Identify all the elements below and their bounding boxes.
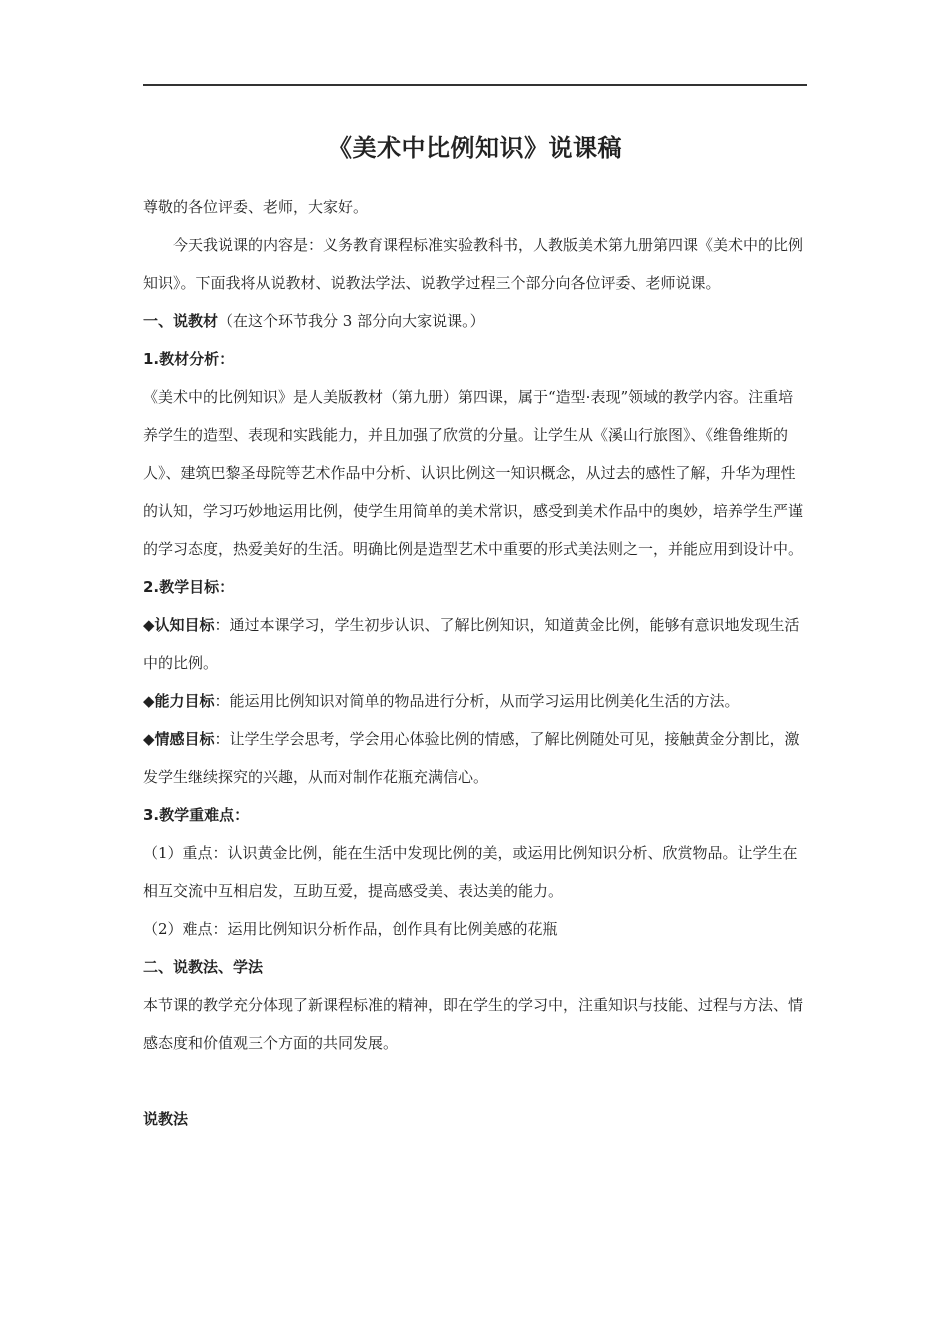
document-title: 《美术中比例知识》说课稿: [328, 134, 622, 162]
goal-item-emotion: [143, 720, 807, 796]
section-1-note: （在这个环节我分 3 部分向大家说课。）: [218, 312, 485, 330]
greeting-paragraph: 尊敬的各位评委、老师，大家好。: [143, 198, 369, 216]
section-2-heading: 二、说教法、学法: [143, 958, 264, 976]
goal-label-cognitive: ◆认知目标: [143, 616, 215, 634]
goal-text-emotion: ：让学生学会思考，学会用心体验比例的情感，了解比例随处可见，接触黄金分割比，激发学生继续探究的兴趣，从而对制作花瓶充满信心。: [143, 730, 800, 786]
paragraph-spacer: [143, 1062, 807, 1100]
section-3-heading: 说教法: [143, 1110, 189, 1128]
key-point-paragraph: （1）重点：认识黄金比例，能在生活中发现比例的美，或运用比例知识分析、欣赏物品。让学生在相互交流中互相启发，互助互爱，提高感受美、表达美的能力。: [143, 844, 798, 900]
subsection-2-heading: 2.教学目标：: [143, 578, 235, 596]
goal-label-emotion: ◆情感目标: [143, 730, 215, 748]
textbook-analysis-paragraph: 《美术中的比例知识》是人美版教材（第九册）第四课，属于“造型·表现”领域的教学内容。注重培养学生的造型、表现和实践能力，并且加强了欣赏的分量。让学生从《溪山行旅图》、《维鲁维斯的人》、建筑巴黎圣母院等艺术作品中分析、认识比例这一知识概念，从过去的感性了解，升华为理性的认知，学习巧妙地运用比例，使学生用简单的美术常识，感受到美术作品中的奥妙，培养学生严谨的学习态度，热爱美好的生活。明确比例是造型艺术中重要的形式美法则之一，并能应用到设计中。: [143, 388, 804, 558]
goal-text-cognitive: ：通过本课学习，学生初步认识、了解比例知识，知道黄金比例，能够有意识地发现生活中的比例。: [143, 616, 800, 672]
section-1-heading-line: [143, 302, 807, 340]
subsection-3-heading: 3.教学重难点：: [143, 806, 250, 824]
goal-item-ability: [143, 682, 807, 720]
goal-label-ability: ◆能力目标: [143, 692, 215, 710]
difficult-point-paragraph: （2）难点：运用比例知识分析作品，创作具有比例美感的花瓶: [143, 920, 558, 938]
section-1-heading: 一、说教材: [143, 312, 219, 330]
goal-text-ability: ：能运用比例知识对简单的物品进行分析，从而学习运用比例美化生活的方法。: [214, 692, 740, 710]
intro-paragraph: 今天我说课的内容是：义务教育课程标准实验教科书，人教版美术第九册第四课《美术中的比例知识》。下面我将从说教材、说教法学法、说教学过程三个部分向各位评委、老师说课。: [143, 236, 804, 292]
header-rule: [143, 84, 807, 86]
section-2-paragraph: 本节课的教学充分体现了新课程标准的精神，即在学生的学习中，注重知识与技能、过程与方法、情感态度和价值观三个方面的共同发展。: [143, 996, 804, 1052]
subsection-1-heading: 1.教材分析：: [143, 350, 235, 368]
goal-item-cognitive: [143, 606, 807, 682]
document-body: [143, 188, 807, 1138]
